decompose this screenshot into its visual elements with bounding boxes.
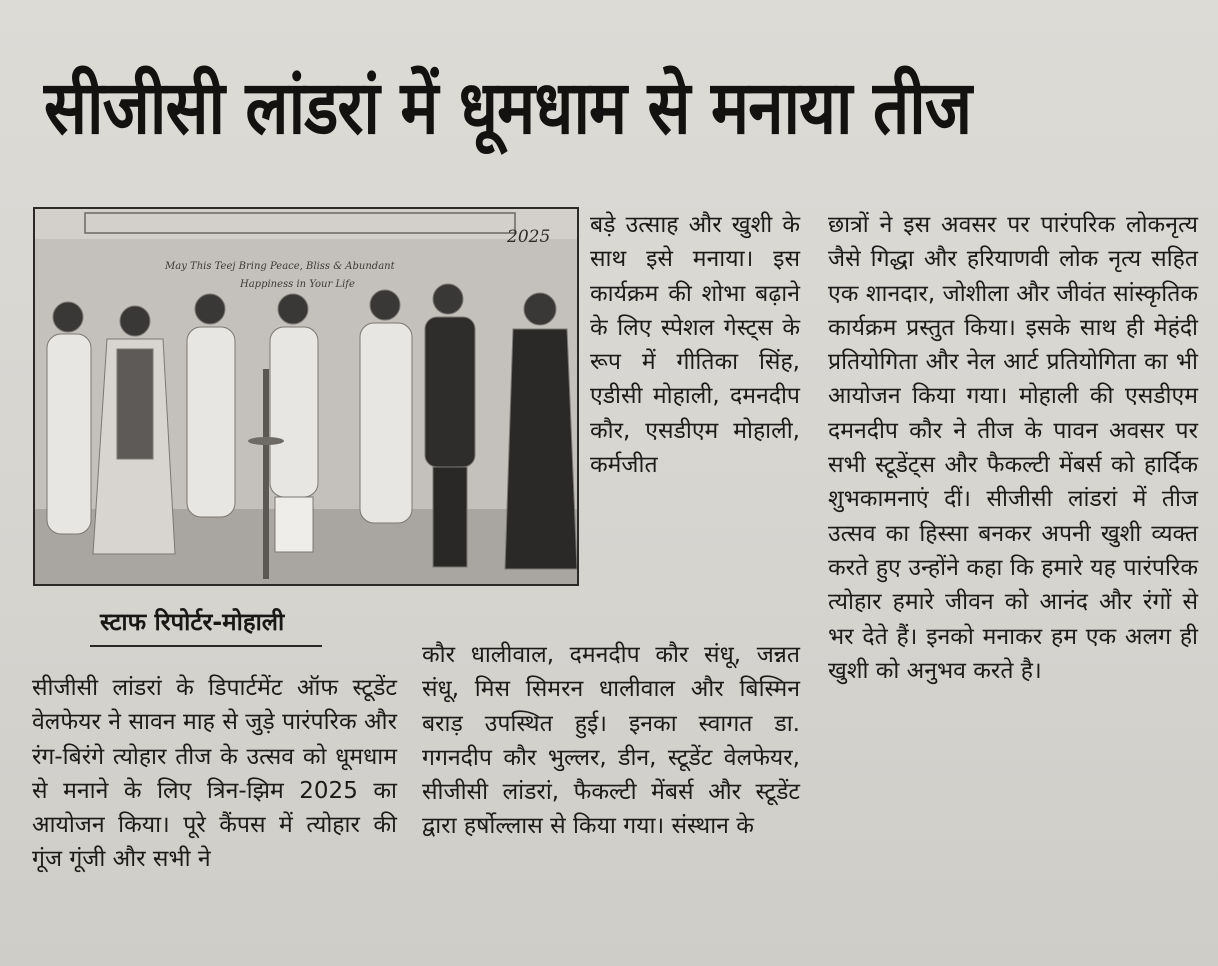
column-b-top-text: बड़े उत्साह और खुशी के साथ इसे मनाया। इस कार्यक्रम की शोभा बढ़ाने के लिए स्पेशल गेस्ट्स के रूप में गीतिका सिंह, एडीसी मोहाली, दमनदीप कौर, एसडीएम मोहाली, कर्मजीत xyxy=(590,212,800,479)
column-b-top xyxy=(590,208,800,482)
column-c xyxy=(828,208,1198,688)
column-a xyxy=(32,671,397,877)
photo-illustration xyxy=(35,209,577,584)
headline: सीजीसी लांडरां में धूमधाम से मनाया तीज xyxy=(44,65,972,151)
column-b-bottom xyxy=(422,638,800,844)
banner-text-line2: Happiness in Your Life xyxy=(240,279,355,290)
banner-year: 2025 xyxy=(507,227,551,247)
byline-rule xyxy=(90,645,322,647)
column-c-text: छात्रों ने इस अवसर पर पारंपरिक लोकनृत्य जैसे गिद्धा और हरियाणवी लोक नृत्य सहित एक शानदार, जोशीला और जीवंत सांस्कृतिक कार्यक्रम प्रस्तुत किया। इसके साथ ही मेहंदी प्रतियोगिता और नेल आर्ट प्रतियोगिता का भी आयोजन किया गया। मोहाली की एसडीएम दमनदीप कौर ने तीज के पावन अवसर पर सभी स्टूडेंट्स और फैकल्टी मेंबर्स को हार्दिक शुभकामनाएं दीं। सीजीसी लांडरां में तीज उत्सव का हिस्सा बनकर अपनी खुशी व्यक्त करते हुए उन्होंने कहा कि हमारे यह पारंपरिक त्योहार हमारे जीवन को आनंद और रंगों से भर देते हैं। इनको मनाकर हम एक अलग ही खुशी को अनुभव करते है। xyxy=(828,212,1198,684)
byline: स्टाफ रिपोर्टर-मोहाली xyxy=(100,608,285,636)
event-photo xyxy=(33,207,579,586)
banner-text-line1: May This Teej Bring Peace, Bliss & Abundant xyxy=(165,261,395,272)
column-b-bottom-text: कौर धालीवाल, दमनदीप कौर संधू, जन्नत संधू, मिस सिमरन धालीवाल और बिस्मिन बराड़ उपस्थित हुई। इनका स्वागत डा. गगनदीप कौर भुल्लर, डीन, स्टूडेंट वेलफेयर, सीजीसी लांडरां, फैकल्टी मेंबर्स और स्टूडेंट द्वारा हर्षोल्लास से किया गया। संस्थान के xyxy=(422,642,800,840)
column-a-text: सीजीसी लांडरां के डिपार्टमेंट ऑफ स्टूडेंट वेलफेयर ने सावन माह से जुड़े पारंपरिक और रंग-बिरंगे त्योहार तीज के उत्सव को धूमधाम से मनाने के लिए त्रिन-झिम 2025 का आयोजन किया। पूरे कैंपस में त्योहार की गूंज गूंजी और सभी ने xyxy=(32,675,397,873)
